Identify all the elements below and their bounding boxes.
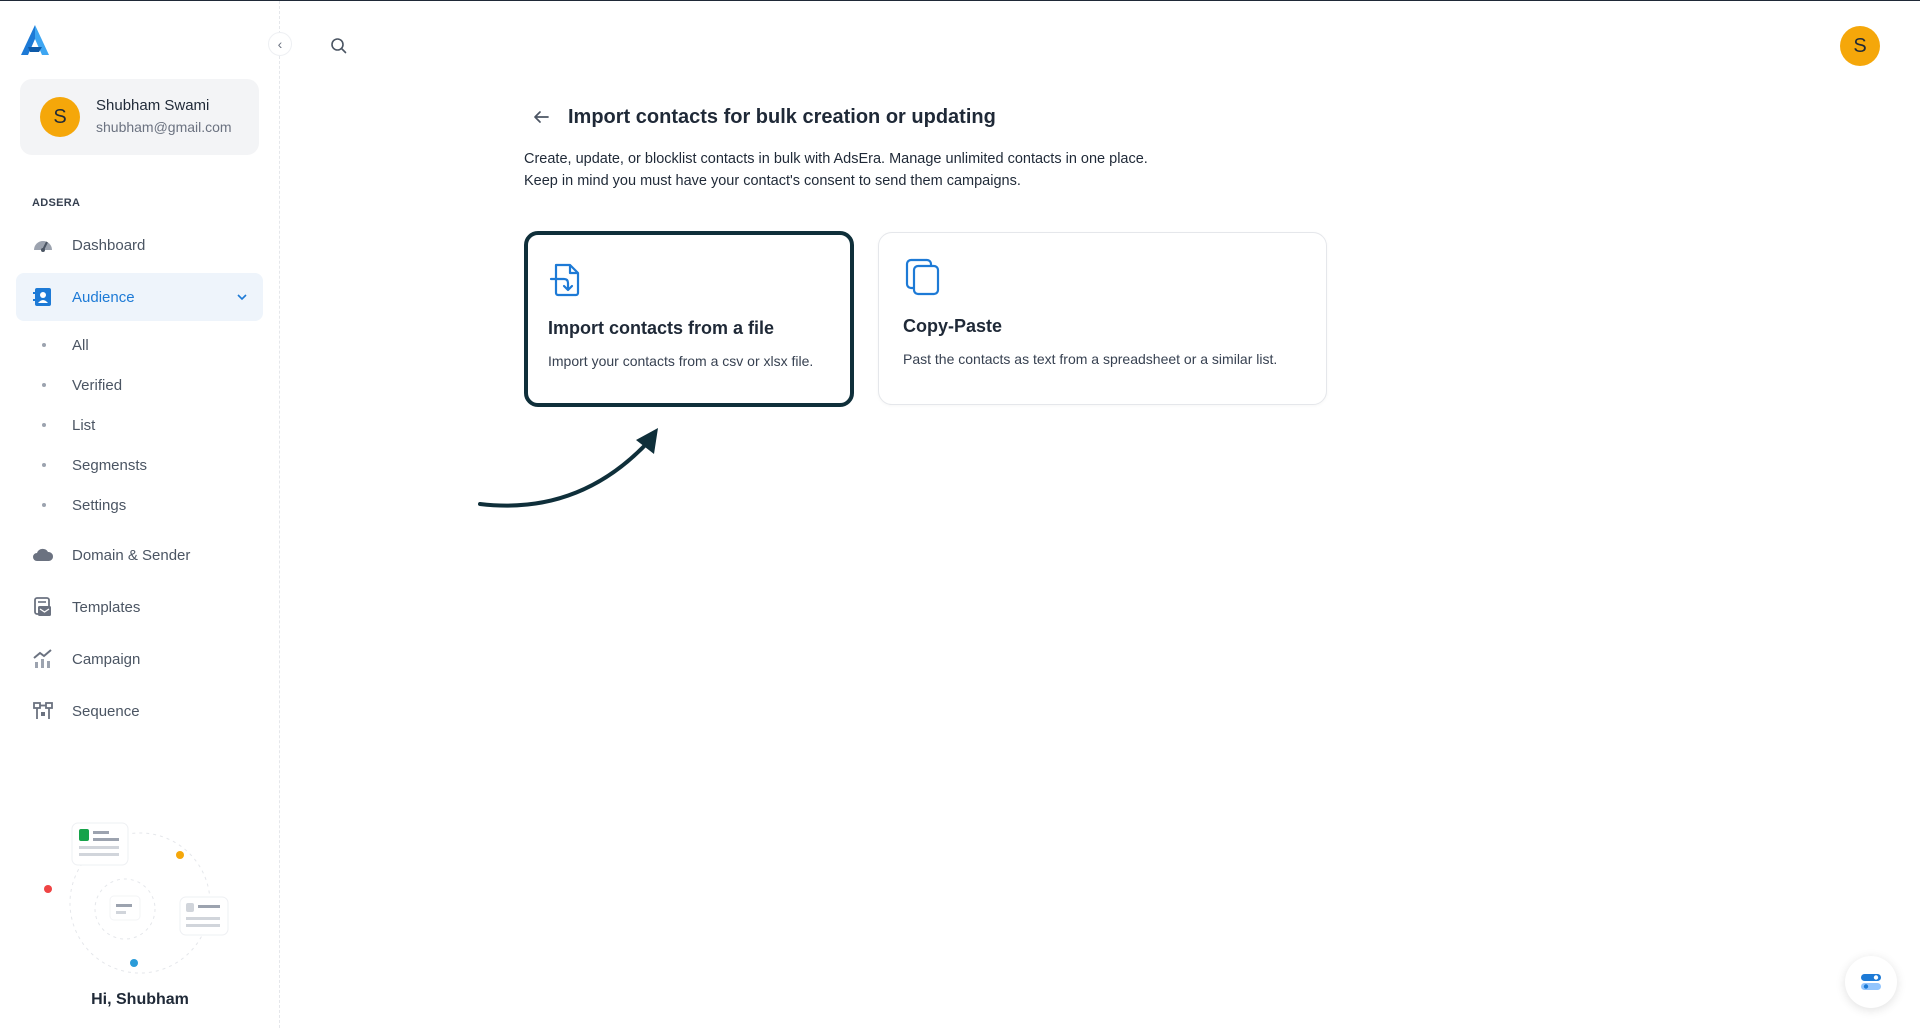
submenu-label: Verified bbox=[72, 376, 123, 394]
sidebar bbox=[0, 1, 280, 1028]
sidebar-item-audience[interactable] bbox=[16, 273, 263, 321]
submenu-item-list[interactable] bbox=[16, 405, 263, 445]
search-icon bbox=[330, 37, 348, 55]
description-line: Create, update, or blocklist contacts in bulk with AdsEra. Manage unlimited contacts in one place. bbox=[524, 151, 1148, 167]
submenu-item-verified[interactable] bbox=[16, 365, 263, 405]
card-title: Copy-Paste bbox=[903, 316, 1003, 336]
sidebar-item-sequence[interactable] bbox=[16, 687, 263, 735]
bullet-icon bbox=[42, 383, 46, 387]
sidebar-nav bbox=[16, 221, 263, 739]
pointer-arrow-icon bbox=[470, 420, 670, 520]
avatar: S bbox=[40, 97, 80, 137]
card-title: Import contacts from a file bbox=[548, 318, 775, 338]
chevron-down-icon bbox=[235, 290, 249, 304]
toggle-icon bbox=[1859, 970, 1883, 994]
settings-toggle-button[interactable] bbox=[1845, 956, 1897, 1008]
account-avatar[interactable]: S bbox=[1840, 26, 1880, 66]
greeting: Hi, Shubham bbox=[91, 991, 189, 1008]
sidebar-item-label: Audience bbox=[72, 288, 135, 306]
submenu-item-settings[interactable] bbox=[16, 485, 263, 525]
contacts-illustration bbox=[30, 811, 250, 981]
submenu-item-segments[interactable] bbox=[16, 445, 263, 485]
copy-icon bbox=[903, 257, 943, 297]
submenu-label: Settings bbox=[72, 496, 127, 514]
audience-submenu bbox=[16, 325, 263, 525]
cloud-icon bbox=[32, 544, 54, 566]
adsera-logo bbox=[18, 23, 52, 57]
bullet-icon bbox=[42, 503, 46, 507]
copy-paste-card[interactable] bbox=[878, 232, 1327, 405]
user-card[interactable] bbox=[20, 79, 259, 155]
flow-icon bbox=[32, 700, 54, 722]
sidebar-item-label: Sequence bbox=[72, 702, 140, 720]
top-border bbox=[0, 0, 1920, 1]
file-import-icon bbox=[548, 261, 586, 299]
arrow-left-icon bbox=[531, 107, 551, 127]
page-title: Import contacts for bulk creation or updating bbox=[568, 106, 996, 128]
chart-up-icon bbox=[32, 648, 54, 670]
back-button[interactable] bbox=[528, 104, 554, 130]
section-label: ADSERA bbox=[32, 197, 81, 209]
bullet-icon bbox=[42, 463, 46, 467]
sidebar-item-label: Templates bbox=[72, 598, 141, 616]
search-button[interactable] bbox=[327, 34, 351, 58]
bullet-icon bbox=[42, 343, 46, 347]
sidebar-item-domain-sender[interactable] bbox=[16, 531, 263, 579]
user-email: shubham@gmail.com bbox=[96, 119, 232, 135]
submenu-item-all[interactable] bbox=[16, 325, 263, 365]
submenu-label: List bbox=[72, 416, 96, 434]
template-icon bbox=[32, 596, 54, 618]
card-description: Past the contacts as text from a spreadsheet or a similar list. bbox=[903, 351, 1278, 367]
sidebar-item-campaign[interactable] bbox=[16, 635, 263, 683]
import-from-file-card[interactable] bbox=[524, 231, 854, 407]
collapse-sidebar-button[interactable]: ‹ bbox=[268, 32, 292, 56]
sidebar-item-dashboard[interactable] bbox=[16, 221, 263, 269]
sidebar-item-templates[interactable] bbox=[16, 583, 263, 631]
sidebar-item-label: Domain & Sender bbox=[72, 546, 191, 564]
sidebar-item-label: Dashboard bbox=[72, 236, 146, 254]
gauge-icon bbox=[32, 234, 54, 256]
page-description bbox=[524, 148, 1148, 192]
submenu-label: All bbox=[72, 336, 89, 354]
bullet-icon bbox=[42, 423, 46, 427]
card-description: Import your contacts from a csv or xlsx file. bbox=[548, 353, 814, 369]
contact-book-icon bbox=[32, 286, 54, 308]
submenu-label: Segmensts bbox=[72, 456, 148, 474]
user-name: Shubham Swami bbox=[96, 97, 210, 114]
sidebar-item-label: Campaign bbox=[72, 650, 141, 668]
description-line: Keep in mind you must have your contact's consent to send them campaigns. bbox=[524, 173, 1021, 189]
